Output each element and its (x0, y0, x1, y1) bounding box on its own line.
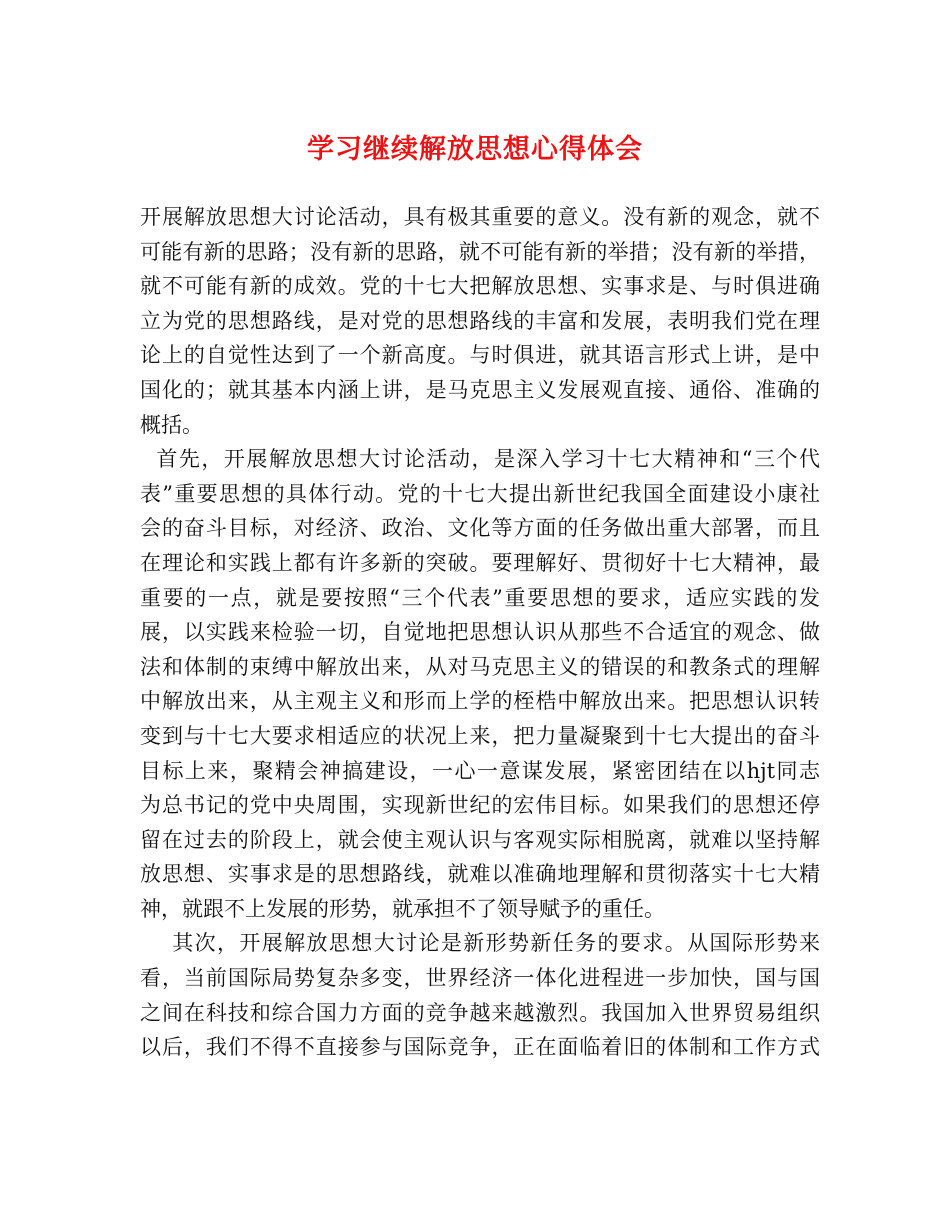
body-line: 重要的一点，就是要按照“三个代表”重要思想的要求，适应实践的发 (140, 585, 820, 610)
body-line: 其次，开展解放思想大讨论是新形势新任务的要求。从国际形势来 (140, 931, 820, 956)
body-line: 表”重要思想的具体行动。党的十七大提出新世纪我国全面建设小康社 (140, 481, 820, 506)
body-line: 以后，我们不得不直接参与国际竞争，正在面临着旧的体制和工作方式 (140, 1035, 820, 1060)
body-line: 开展解放思想大讨论活动，具有极其重要的意义。没有新的观念，就不 (140, 205, 820, 229)
body-line: 可能有新的思路；没有新的思路，就不可能有新的举措；没有新的举措， (140, 239, 820, 264)
body-line: 法和体制的束缚中解放出来，从对马克思主义的错误的和教条式的理解 (140, 654, 820, 679)
body-line: 看，当前国际局势复杂多变，世界经济一体化进程进一步加快，国与国 (140, 966, 820, 991)
body-line: 之间在科技和综合国力方面的竞争越来越激烈。我国加入世界贸易组织 (140, 1000, 820, 1025)
document-body (140, 200, 820, 1065)
body-line: 在理论和实践上都有许多新的突破。要理解好、贯彻好十七大精神，最 (140, 550, 820, 575)
body-line: 留在过去的阶段上，就会使主观认识与客观实际相脱离，就难以坚持解 (140, 827, 820, 852)
body-line: 变到与十七大要求相适应的状况上来，把力量凝聚到十七大提出的奋斗 (140, 723, 820, 748)
document-title: 学习继续解放思想心得体会 (307, 134, 643, 165)
body-line: 会的奋斗目标，对经济、政治、文化等方面的任务做出重大部署，而且 (140, 516, 820, 541)
body-line: 就不可能有新的成效。党的十七大把解放思想、实事求是、与时俱进确 (140, 274, 820, 299)
body-line: 论上的自觉性达到了一个新高度。与时俱进，就其语言形式上讲，是中 (140, 343, 820, 368)
body-line: 国化的；就其基本内涵上讲，是马克思主义发展观直接、通俗、准确的 (140, 377, 820, 402)
body-line: 概括。 (140, 412, 203, 437)
body-line: 立为党的思想路线，是对党的思想路线的丰富和发展，表明我们党在理 (140, 308, 820, 333)
body-line: 为总书记的党中央周围，实现新世纪的宏伟目标。如果我们的思想还停 (140, 793, 820, 818)
body-line: 首先，开展解放思想大讨论活动，是深入学习十七大精神和“三个代 (140, 447, 820, 472)
body-line: 展，以实践来检验一切，自觉地把思想认识从那些不合适宜的观念、做 (140, 620, 820, 645)
body-line: 中解放出来，从主观主义和形而上学的桎梏中解放出来。把思想认识转 (140, 689, 820, 714)
body-line: 神，就跟不上发展的形势，就承担不了领导赋予的重任。 (140, 896, 665, 921)
body-line: 放思想、实事求是的思想路线，就难以准确地理解和贯彻落实十七大精 (140, 862, 820, 887)
body-line: 目标上来，聚精会神搞建设，一心一意谋发展，紧密团结在以hjt同志 (140, 758, 820, 783)
